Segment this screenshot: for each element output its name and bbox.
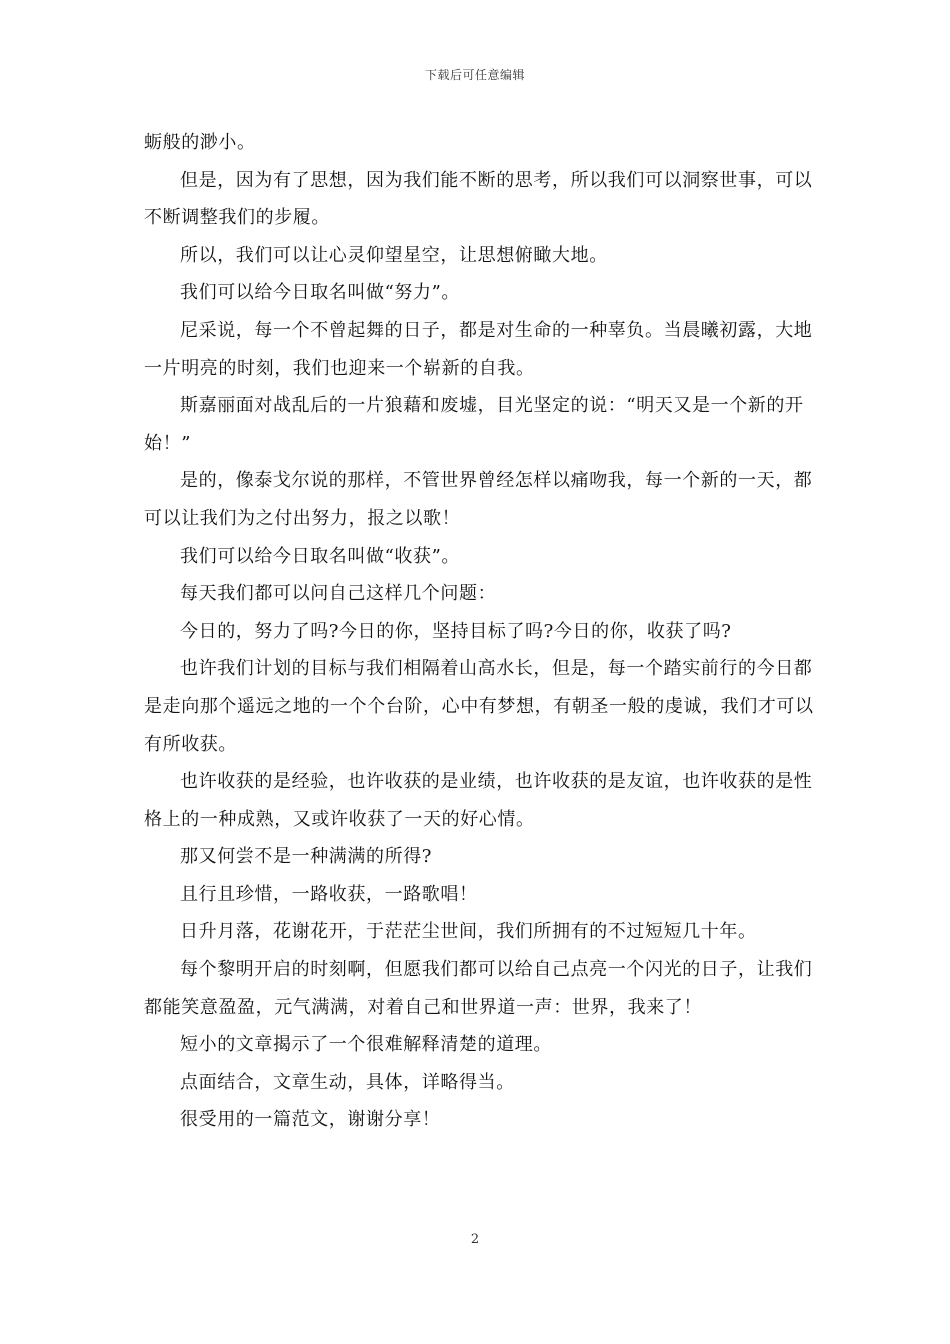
paragraph: 那又何尝不是一种满满的所得? xyxy=(180,846,433,868)
paragraph: 是的，像泰戈尔说的那样，不管世界曾经怎样以痛吻我，每一个新的一天，都可以让我们为之付出努力，报之以歌！ xyxy=(144,470,813,529)
paragraph: 且行且珍惜，一路收获，一路歌唱！ xyxy=(180,883,478,905)
paragraph: 所以，我们可以让心灵仰望星空，让思想俯瞰大地。 xyxy=(180,244,608,266)
paragraph: 也许我们计划的目标与我们相隔着山高水长，但是，每一个踏实前行的今日都是走向那个遥远之地的一个个台阶，心中有梦想，有朝圣一般的虔诚，我们才可以有所收获。 xyxy=(144,658,814,755)
paragraph: 短小的文章揭示了一个很难解释清楚的道理。 xyxy=(180,1034,552,1056)
paragraph: 日升月落，花谢花开，于茫茫尘世间，我们所拥有的不过短短几十年。 xyxy=(180,921,757,943)
paragraph: 我们可以给今日取名叫做“努力”。 xyxy=(180,282,461,304)
paragraph: 斯嘉丽面对战乱后的一片狼藉和废墟，目光坚定的说：“明天又是一个新的开始！” xyxy=(144,395,804,454)
paragraph: 每个黎明开启的时刻啊，但愿我们都可以给自己点亮一个闪光的日子，让我们都能笑意盈盈，元气满满，对着自己和世界道一声：世界，我来了！ xyxy=(144,959,813,1018)
paragraph: 但是，因为有了思想，因为我们能不断的思考，所以我们可以洞察世事，可以不断调整我们的步履。 xyxy=(144,169,813,229)
paragraph: 点面结合，文章生动，具体，详略得当。 xyxy=(180,1071,515,1093)
paragraph: 每天我们都可以问自己这样几个问题： xyxy=(180,583,497,605)
page-header: 下载后可任意编辑 xyxy=(424,68,525,82)
paragraph: 很受用的一篇范文，谢谢分享！ xyxy=(180,1109,441,1131)
paragraph: 尼采说，每一个不曾起舞的日子，都是对生命的一种辜负。当晨曦初露，大地一片明亮的时刻，我们也迎来一个崭新的自我。 xyxy=(144,319,813,379)
paragraph: 蛎般的渺小。 xyxy=(144,132,256,153)
paragraph: 我们可以给今日取名叫做“收获”。 xyxy=(180,545,461,567)
paragraph: 也许收获的是经验，也许收获的是业绩，也许收获的是友谊，也许收获的是性格上的一种成熟，又或许收获了一天的好心情。 xyxy=(144,771,813,830)
page-number: 2 xyxy=(470,1232,480,1247)
document-body xyxy=(144,124,824,1139)
paragraph: 今日的，努力了吗?今日的你，坚持目标了吗?今日的你，收获了吗? xyxy=(180,620,732,642)
